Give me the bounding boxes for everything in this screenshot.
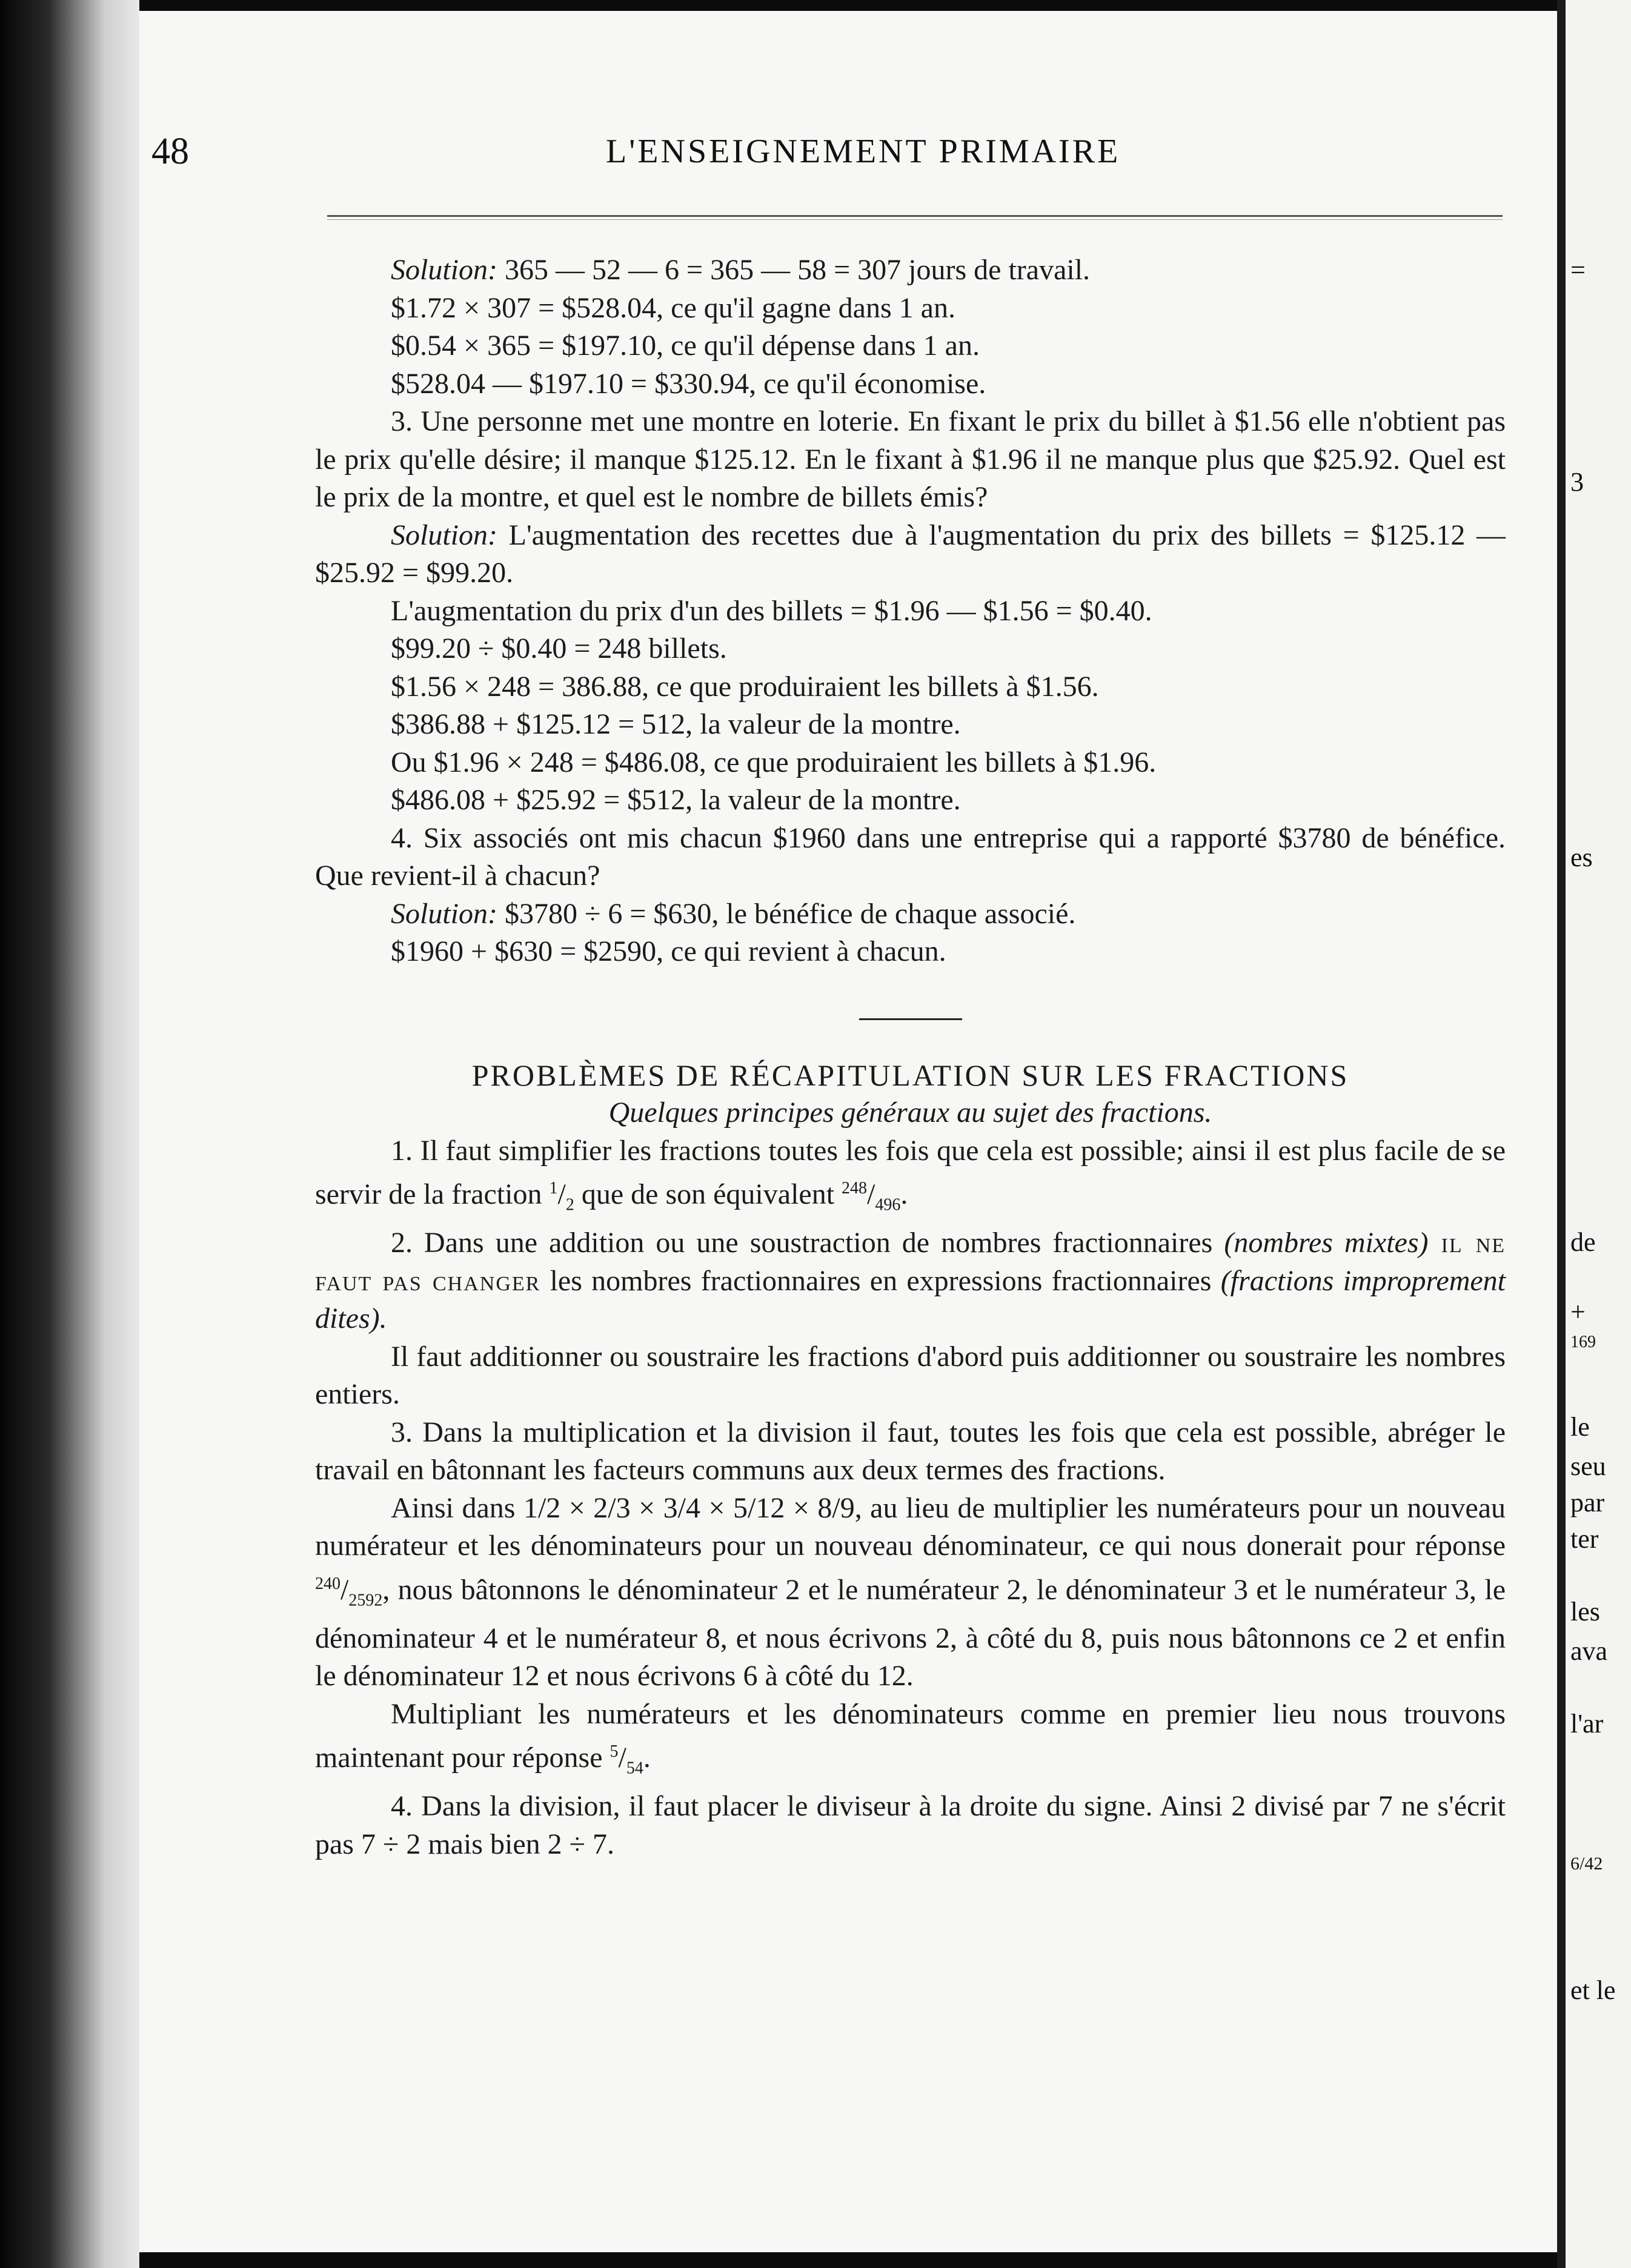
- text-run: , nous bâtonnons le dénominateur 2 et le numérateur 2, le dénominateur 3 et le numérateur 3, le dénominateur 4 et le numérateur 8, et nous écrivons 2, à côté du 8, puis nous bâtonnons ce 2 et enfin le dénominateur 12 et nous écrivons 6 à côté du 12.: [315, 1573, 1506, 1693]
- principle-2: [315, 1224, 1506, 1338]
- solution-text: L'augmentation des recettes due à l'augmentation du prix des billets = $125.12 — $25.92 = $99.20.: [315, 519, 1506, 589]
- principle-2-cont: Il faut additionner ou soustraire les fractions d'abord puis additionner ou soustraire les nombres entiers.: [315, 1340, 1506, 1411]
- adjacent-fragment: es: [1570, 843, 1593, 872]
- fraction-numerator: 240: [315, 1574, 340, 1593]
- adjacent-fragment: les: [1570, 1597, 1600, 1626]
- principle-3: 3. Dans la multiplication et la division il faut, toutes les fois que cela est possible, abréger le travail en bâtonnant les facteurs communs aux deux termes des fractions.: [315, 1416, 1506, 1487]
- solution-label: Solution:: [391, 897, 497, 930]
- fraction-denominator: 2592: [348, 1591, 383, 1610]
- section-subtitle: Quelques principes généraux au sujet des fractions.: [608, 1096, 1212, 1129]
- adjacent-fragment: ter: [1570, 1524, 1599, 1554]
- solution-line: $1.56 × 248 = 386.88, ce que produiraient les billets à $1.56.: [391, 670, 1099, 703]
- adjacent-fragment: et le: [1570, 1975, 1616, 2005]
- adjacent-fragment: l'ar: [1570, 1709, 1604, 1739]
- solution-line: $486.08 + $25.92 = $512, la valeur de la montre.: [391, 784, 961, 816]
- solution-label: Solution:: [391, 519, 497, 551]
- problem-statement: 4. Six associés ont mis chacun $1960 dans une entreprise qui a rapporté $3780 de bénéfice. Que revient-il à chacun?: [315, 821, 1506, 892]
- solution-text: 365 — 52 — 6 = 365 — 58 = 307 jours de travail.: [497, 254, 1091, 286]
- principle-3-example: Ainsi dans 1/2 × 2/3 × 3/4 × 5/12 × 8/9, au lieu de multiplier les numérateurs pour un nouveau numérateur et les dénominateurs pour un nouveau dénominateur, ce qui nous donerait pour réponse $^{240}/_{2592}$, nous bâtonnons le dénominateur 2 et le numérateur 2, le dénominateur 3 et le numérateur 3, le dénominateur 4 et le numérateur 8, et nous écrivons 2, à côté du 8, puis nous bâtonnons ce 2 et enfin le dénominateur 12 et nous écrivons 6 à côté du 12.: [315, 1491, 1506, 1693]
- adjacent-fragment: le: [1570, 1412, 1590, 1442]
- section-title: PROBLÈMES DE RÉCAPITULATION SUR LES FRACTIONS: [471, 1058, 1349, 1092]
- solution-line: Ou $1.96 × 248 = $486.08, ce que produiraient les billets à $1.96.: [391, 746, 1157, 778]
- text-run: Ainsi dans: [391, 1491, 523, 1524]
- solution-line: L'augmentation du prix d'un des billets = $1.96 — $1.56 = $0.40.: [391, 594, 1152, 627]
- adjacent-fragment: 6/42: [1570, 1854, 1603, 1874]
- adjacent-fragment: +: [1570, 1297, 1586, 1327]
- running-title: L'ENSEIGNEMENT PRIMAIRE: [606, 133, 1121, 170]
- solution-label: Solution:: [391, 254, 497, 286]
- text-run: .: [900, 1178, 908, 1210]
- solution-line: $99.20 ÷ $0.40 = 248 billets.: [391, 632, 727, 665]
- adjacent-fragment: de: [1570, 1227, 1596, 1257]
- section-separator: [859, 1018, 962, 1020]
- page-number: 48: [151, 131, 189, 172]
- adjacent-fragment: seu: [1570, 1451, 1606, 1481]
- adjacent-fragment: ava: [1570, 1636, 1608, 1666]
- small-caps-run: il ne faut pas changer: [315, 1227, 1506, 1297]
- text-run: les nombres fractionnaires en expressions fractionnaires: [540, 1264, 1221, 1297]
- principle-1: 1. Il faut simplifier les fractions toutes les fois que cela est possible; ainsi il est plus facile de se servir de la fraction $^1/_2$ que de son équivalent $^{248}/_{496}$.: [315, 1134, 1506, 1215]
- text-run: 1. Il faut simplifier les fractions toutes les fois que cela est possible; ainsi il est plus facile de se servir de la fraction: [315, 1134, 1506, 1210]
- fraction-numerator: 5: [610, 1742, 619, 1762]
- solution-line: $0.54 × 365 = $197.10, ce qu'il dépense dans 1 an.: [391, 330, 980, 362]
- page-body: [315, 251, 1506, 1863]
- principle-4: 4. Dans la division, il faut placer le diviseur à la droite du signe. Ainsi 2 divisé par 7 ne s'écrit pas 7 ÷ 2 mais bien 2 ÷ 7.: [315, 1790, 1506, 1860]
- fraction-denominator: 2: [565, 1195, 574, 1215]
- solution-line: $528.04 — $197.10 = $330.94, ce qu'il économise.: [391, 367, 986, 400]
- problem-statement: 3. Une personne met une montre en loterie. En fixant le prix du billet à $1.56 elle n'obtient pas le prix qu'elle désire; il manque $125.12. En le fixant à $1.96 il ne manque plus que $25.92. Quel est le prix de la montre, et quel est le nombre de billets émis?: [315, 405, 1506, 513]
- italic-run: (nombres mixtes): [1224, 1227, 1429, 1259]
- text-run: 2. Dans une addition ou une soustraction de nombres fractionnaires: [391, 1227, 1224, 1259]
- fraction-denominator: 496: [875, 1195, 901, 1215]
- text-run: Multipliant les numérateurs et les dénominateurs comme en premier lieu nous trouvons maintenant pour réponse: [315, 1697, 1506, 1774]
- solution-line: [315, 895, 1506, 933]
- italic-run: (fractions improprement dites).: [315, 1264, 1506, 1335]
- adjacent-fragment: 169: [1570, 1333, 1596, 1351]
- text-run: que de son équivalent: [574, 1178, 842, 1210]
- solution-text: $3780 ÷ 6 = $630, le bénéfice de chaque associé.: [497, 897, 1076, 930]
- principle-3-result: Multipliant les numérateurs et les dénominateurs comme en premier lieu nous trouvons maintenant pour réponse $^5/_{54}$.: [315, 1697, 1506, 1778]
- fraction-numerator: 248: [842, 1179, 868, 1198]
- adjacent-fragment: par: [1570, 1488, 1605, 1517]
- adjacent-fragment: 3: [1570, 467, 1584, 497]
- adjacent-fragment: =: [1570, 255, 1586, 285]
- binding-edge: [1557, 0, 1566, 2268]
- text-run: , au lieu de multiplier les numérateurs pour un nouveau numérateur et les dénominateurs pour un nouveau dénominateur, ce qui nous donerait pour réponse: [315, 1491, 1506, 1562]
- solution-line: $1960 + $630 = $2590, ce qui revient à chacun.: [391, 935, 946, 967]
- adjacent-page-edge: [1557, 0, 1631, 2268]
- header-rule: [327, 215, 1503, 220]
- left-book-gutter: [0, 0, 139, 2268]
- fraction-numerator: 1: [549, 1179, 558, 1198]
- solution-line: [315, 517, 1506, 592]
- text-run: .: [643, 1742, 651, 1774]
- fraction-denominator: 54: [626, 1759, 643, 1778]
- solution-line: $386.88 + $125.12 = 512, la valeur de la montre.: [391, 708, 961, 740]
- fraction-expression: 1/2 × 2/3 × 3/4 × 5/12 × 8/9: [523, 1491, 855, 1524]
- solution-line: $1.72 × 307 = $528.04, ce qu'il gagne dans 1 an.: [391, 291, 955, 324]
- solution-line: [315, 251, 1506, 290]
